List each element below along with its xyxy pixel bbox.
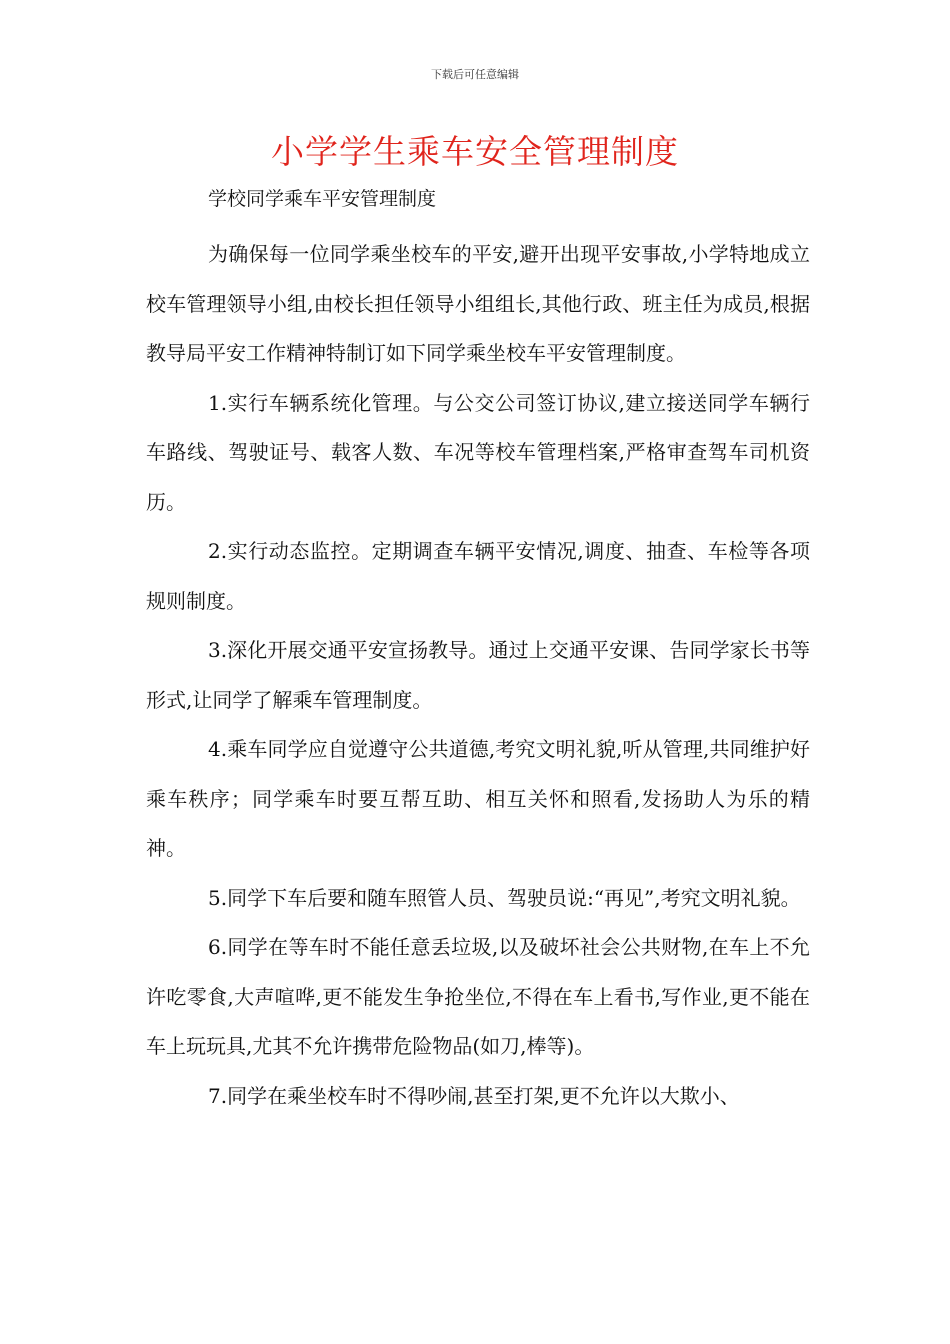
paragraph-rule-3: 3.深化开展交通平安宣扬教导。通过上交通平安课、告同学家长书等形式,让同学了解乘车管理制度。 <box>146 638 810 712</box>
paragraph-rule-6: 6.同学在等车时不能任意丢垃圾,以及破坏社会公共财物,在车上不允许吃零食,大声喧哗,更不能发生争抢坐位,不得在车上看书,写作业,更不能在车上玩玩具,尤其不允许携带危险物品(如刀,棒等)。 <box>146 935 810 1058</box>
page-header-note: 下载后可任意编辑 <box>431 68 519 81</box>
paragraph-rule-4: 4.乘车同学应自觉遵守公共道德,考究文明礼貌,听从管理,共同维护好乘车秩序；同学乘车时要互帮互助、相互关怀和照看,发扬助人为乐的精神。 <box>146 737 810 860</box>
paragraph-rule-2: 2.实行动态监控。定期调查车辆平安情况,调度、抽查、车检等各项规则制度。 <box>146 539 810 613</box>
document-subtitle: 学校同学乘车平安管理制度 <box>208 188 437 210</box>
paragraph-rule-1: 1.实行车辆系统化管理。与公交公司签订协议,建立接送同学车辆行车路线、驾驶证号、载客人数、车况等校车管理档案,严格审查驾车司机资历。 <box>146 390 810 514</box>
paragraph-intro: 为确保每一位同学乘坐校车的平安,避开出现平安事故,小学特地成立校车管理领导小组,由校长担任领导小组组长,其他行政、班主任为成员,根据教导局平安工作精神特制订如下同学乘坐校车平安管理制度。 <box>146 242 810 365</box>
document-body <box>146 230 810 1121</box>
document-title: 小学学生乘车安全管理制度 <box>271 132 679 171</box>
paragraph-rule-5: 5.同学下车后要和随车照管人员、驾驶员说:“再见”,考究文明礼貌。 <box>208 885 801 910</box>
paragraph-rule-7: 7.同学在乘坐校车时不得吵闹,甚至打架,更不允许以大欺小、 <box>208 1083 740 1108</box>
